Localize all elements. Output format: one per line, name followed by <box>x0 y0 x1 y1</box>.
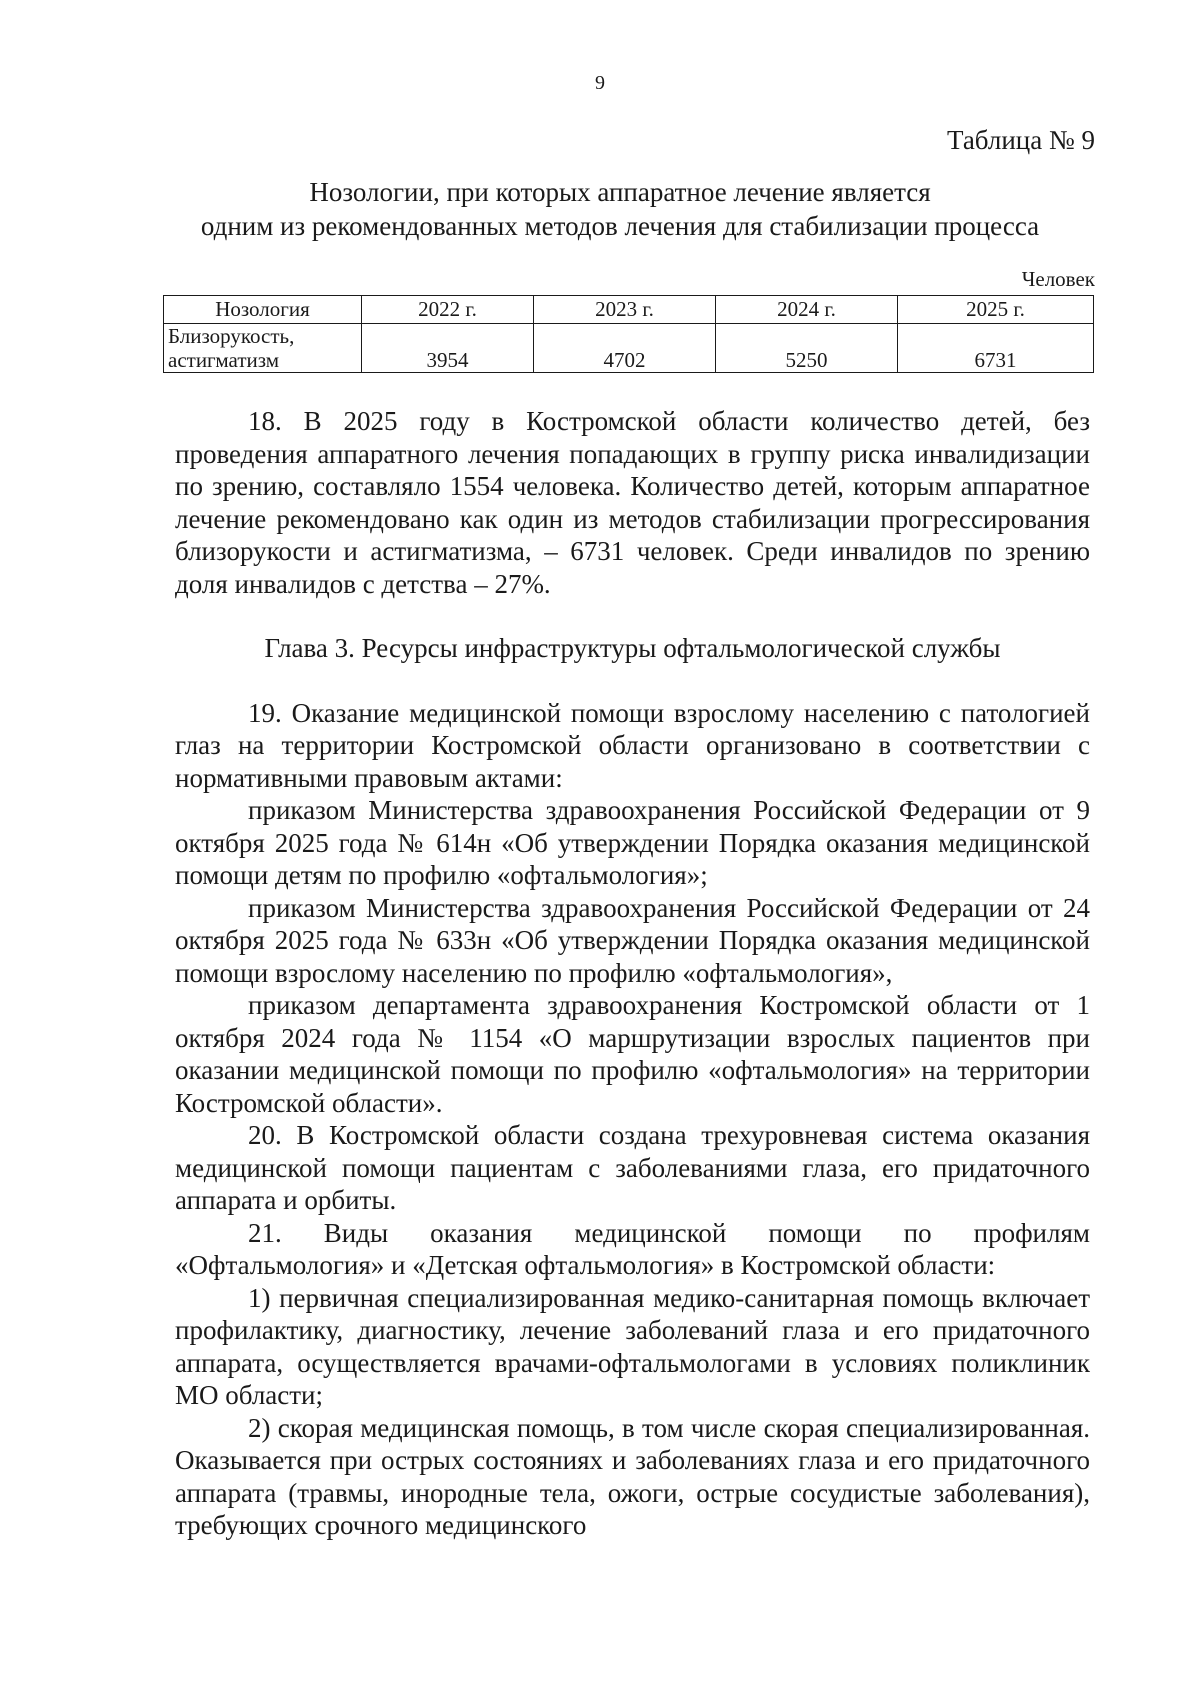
table-title <box>150 175 1090 243</box>
value-2024: 5250 <box>716 324 898 373</box>
list-item-1: 1) первичная специализированная медико-санитарная помощь включает профилактику, диагностику, лечение заболеваний глаза и его придаточного аппарата, осуществляется врачами-офтальмологами в условиях поликлиник МО области; <box>175 1282 1090 1410</box>
table-title-line-1: Нозологии, при которых аппаратное лечение является <box>309 177 931 207</box>
header-2022: 2022 г. <box>362 296 534 324</box>
table-header-row <box>164 296 1094 324</box>
header-nosology: Нозология <box>164 296 362 324</box>
nosology-cell <box>164 324 362 373</box>
order-3: приказом департамента здравоохранения Костромской области от 1 октября 2024 года № 1154 «О маршрутизации взрослых пациентов при оказании медицинской помощи по профилю «офтальмология» на территории Костромской области». <box>175 990 1090 1118</box>
paragraph-20: 20. В Костромской области создана трехуровневая система оказания медицинской помощи пациентам с заболеваниями глаза, его придаточного аппарата и орбиты. <box>175 1120 1090 1215</box>
table-row <box>164 324 1094 373</box>
value-2025: 6731 <box>898 324 1094 373</box>
body-text <box>175 405 1090 1542</box>
header-2023: 2023 г. <box>534 296 716 324</box>
nosology-line-2: астигматизм <box>168 348 280 372</box>
value-2022: 3954 <box>362 324 534 373</box>
list-item-2: 2) скорая медицинская помощь, в том числе скорая специализированная. Оказывается при острых состояниях и заболеваниях глаза и его придаточного аппарата (травмы, инородные тела, ожоги, острые сосудистые заболевания), требующих срочного медицинского <box>175 1412 1090 1540</box>
nosology-table <box>163 295 1094 373</box>
order-2: приказом Министерства здравоохранения Российской Федерации от 24 октября 2025 года № 633н «Об утверждении Порядка оказания медицинской помощи взрослому населению по профилю «офтальмология», <box>175 892 1090 988</box>
paragraph-19: 19. Оказание медицинской помощи взрослому населению с патологией глаз на территории Костромской области организовано в соответствии с нормативными правовым актами: <box>175 697 1090 793</box>
value-2023: 4702 <box>534 324 716 373</box>
unit-label: Человек <box>1021 267 1095 291</box>
header-2024: 2024 г. <box>716 296 898 324</box>
table-title-line-2: одним из рекомендованных методов лечения для стабилизации процесса <box>200 211 1040 241</box>
table-label: Таблица № 9 <box>947 125 1095 155</box>
order-1: приказом Министерства здравоохранения Российской Федерации от 9 октября 2025 года № 614н «Об утверждении Порядка оказания медицинской помощи детям по профилю «офтальмология»; <box>175 795 1090 890</box>
page-number: 9 <box>595 72 605 94</box>
header-2025: 2025 г. <box>898 296 1094 324</box>
chapter-heading: Глава 3. Ресурсы инфраструктуры офтальмологической службы <box>264 633 1001 663</box>
paragraph-21: 21. Виды оказания медицинской помощи по профилям «Офтальмология» и «Детская офтальмология» в Костромской области: <box>175 1217 1090 1280</box>
nosology-line-1: Близорукость, <box>168 324 295 348</box>
paragraph-18: 18. В 2025 году в Костромской области количество детей, без проведения аппаратного лечения попадающих в группу риска инвалидизации по зрению, составляло 1554 человека. Количество детей, которым аппаратное лечение рекомендовано как один из методов стабилизации прогрессирования близорукости и астигматизма, – 6731 человек. Среди инвалидов по зрению доля инвалидов с детства – 27%. <box>175 406 1090 599</box>
